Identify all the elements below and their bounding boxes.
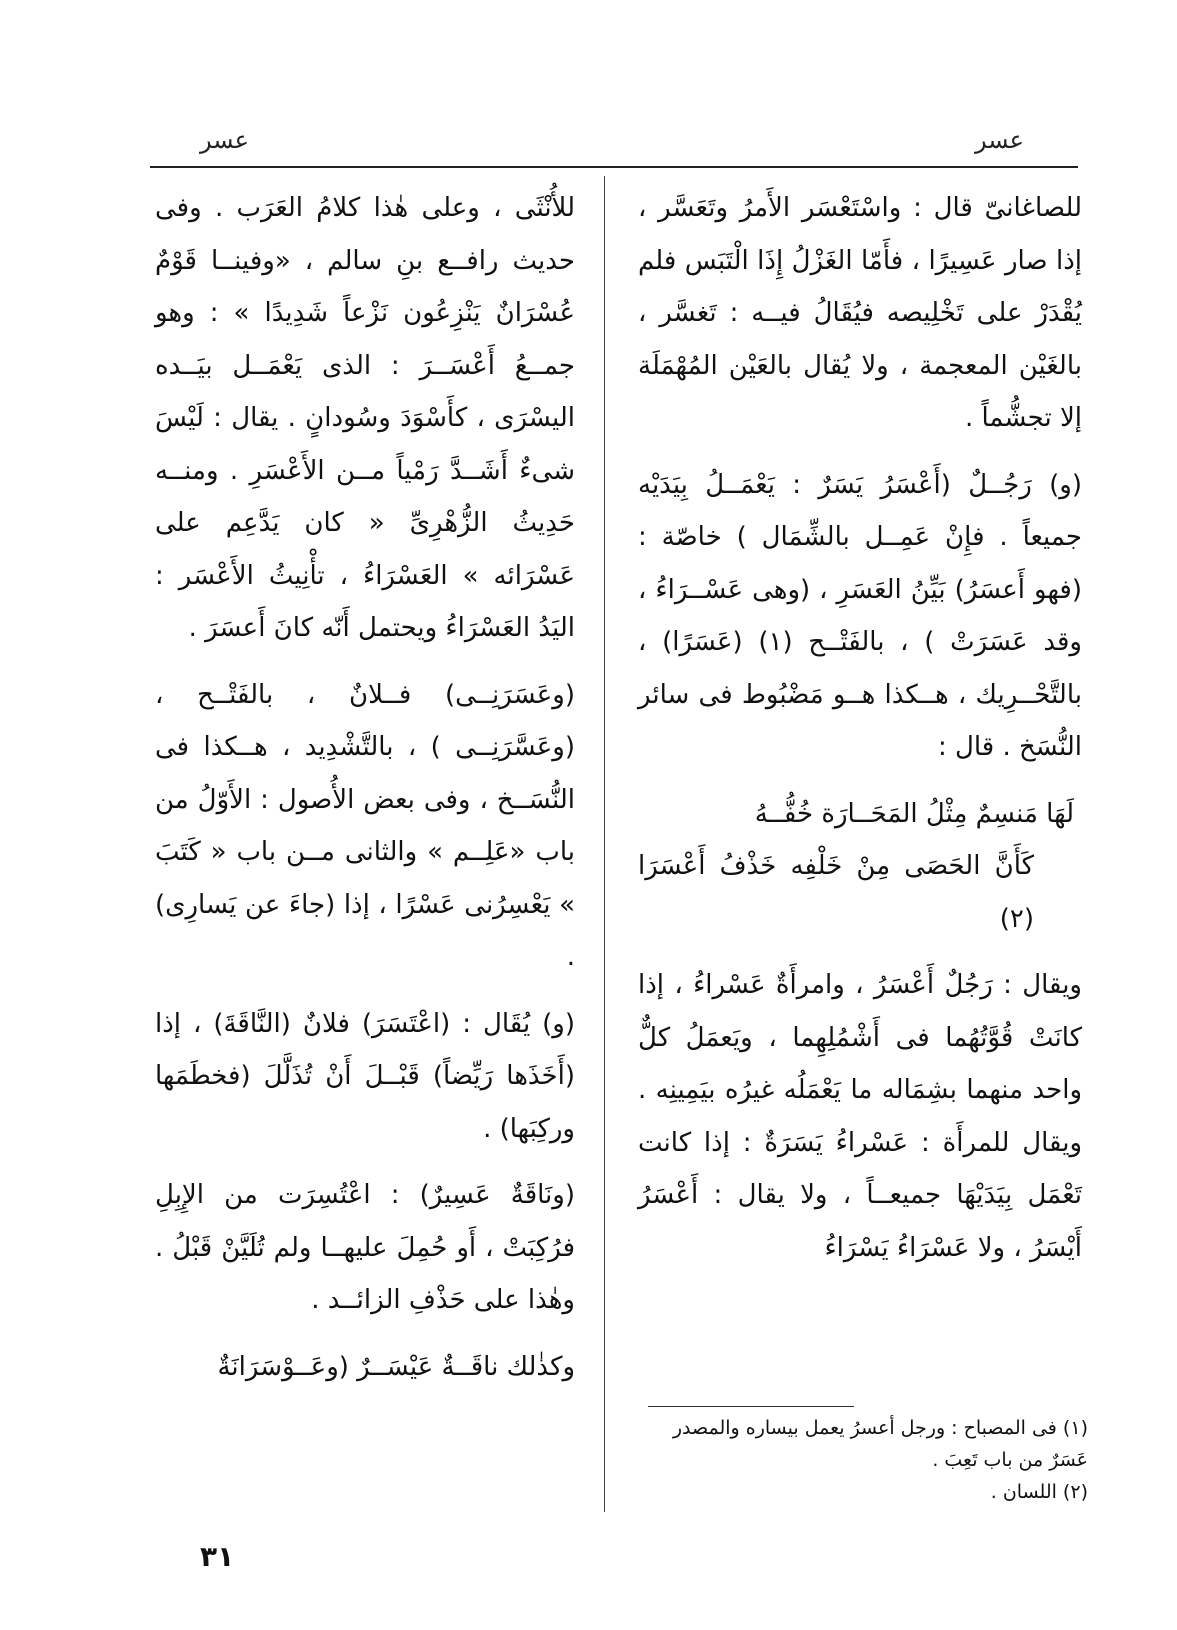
footnote-rule bbox=[648, 1406, 854, 1407]
footnote-1: (١) فى المصباح : ورجل أعسرُ يعمل بيساره والمصدر عَسَرٌ من باب تَعِبَ . bbox=[672, 1417, 1088, 1471]
running-head-left: عسر bbox=[200, 126, 249, 154]
left-column bbox=[155, 182, 575, 1407]
verse bbox=[638, 788, 1082, 946]
right-paragraph-1: للصاغانىّ قال : واسْتَعْسَر الأَمرُ وتَعَسَّر ، إذا صار عَسِيرًا ، فأَمّا الغَزْلُ إِذَا الْتَبَس فلم يُقْدَرْ على تَخْلِيصه فيُقَالُ فيــه : تَغسَّر ، بالغَيْن المعجمة ، ولا يُقال بالعَيْن المُهْمَلَة إلا تجشُّماً . bbox=[638, 193, 1082, 433]
verse-line-1: لَهَا مَنسِمٌ مِثْلُ المَحَــارَة خُفُّــهُ bbox=[754, 798, 1074, 829]
footnote-2: (٢) اللسان . bbox=[990, 1481, 1088, 1503]
page-number: ٣١ bbox=[200, 1540, 235, 1573]
left-paragraph-4: (ونَاقَةٌ عَسِيرٌ) : اعْتُسِرَت من الإِبِلِ فرُكِبَتْ ، أَو حُمِلَ عليهــا ولم تُلَيَّنْ قَبْلُ . وهٰذا على حَذْفِ الزائــد . bbox=[155, 1180, 575, 1315]
left-paragraph-5: وكذٰلك ناقَــةٌ عَيْسَــرٌ (وعَــوْسَرَانَةٌ bbox=[217, 1351, 575, 1382]
header-rule bbox=[150, 166, 1078, 168]
footnotes bbox=[648, 1412, 1088, 1508]
running-head-right: عسر bbox=[975, 126, 1024, 154]
verse-line-2: كَأَنَّ الحَصَى مِنْ خَلْفِه خَذْفُ أَعْسَرَا (٢) bbox=[638, 851, 1034, 934]
left-paragraph-3: (و) يُقَال : (اعْتَسَرَ) فلانٌ (النَّاقَةَ) ، إذا (أَخَذَها رَيِّضاً) قَبْــلَ أَنْ تُذَلَّلَ (فخطَمَها وركِبَها) . bbox=[155, 1008, 575, 1144]
right-paragraph-2: (و) رَجُــلٌ (أَعْسَرُ يَسَرٌ : يَعْمَــلُ بِيَدَيْه جميعاً . فإِنْ عَمِــل بالشِّمَال ) خاصّة : (فهو أَعسَرُ) بَيِّنُ العَسَرِ ، (وهى عَسْــرَاءُ ، وقد عَسَرَتْ ) ، بالفَتْــح (١) (عَسَرًا) ، بالتَّحْــرِيك ، هــكذا هــو مَضْبُوط فى سائر النُّسَخ . قال : bbox=[638, 469, 1082, 762]
right-paragraph-3: ويقال : رَجُلٌ أَعْسَرُ ، وامرأَةٌ عَسْراءُ ، إذا كانَتْ قُوَّتُهُما فى أَشْمُلِهِما ، ويَعمَلُ كلٌّ واحد منهما بشِمَاله ما يَعْمَلُه غيرُه بيَمِينِه . ويقال للمرأَة : عَسْراءُ يَسَرَةٌ : إذا كانت تَعْمَل بِيَدَيْهَا جميعــاً ، ولا يقال : أَعْسَرُ أَيْسَرُ ، ولا عَسْرَاءُ يَسْرَاءُ bbox=[638, 970, 1082, 1263]
left-paragraph-2: (وعَسَرَنِــى) فــلانٌ ، بالفَتْــح ، (وعَسَّرَنِــى ) ، بالتَّشْدِيد ، هــكذا فى النُّسَــخ ، وفى بعض الأُصول : الأَوّلُ من باب «عَلِــم » والثانى مــن باب « كَتَبَ » يَعْسِرُنى عَسْرًا ، إذا (جاءَ عن يَسارِى) . bbox=[155, 679, 575, 972]
right-column bbox=[638, 182, 1082, 1288]
left-paragraph-1: للأُنْثَى ، وعلى هٰذا كلامُ العَرَب . وفى حديث رافــع بنِ سالم ، «وفينــا قَوْمٌ عُسْرَانٌ يَنْزِعُون نَزْعاً شَدِيدًا » : وهو جمــعُ أَعْسَــرَ : الذى يَعْمَــل بيَــده اليسْرَى ، كأَسْوَدَ وسُودانٍ . يقال : لَيْسَ شىءٌ أَشَــدَّ رَمْياً مــن الأَعْسَرِ . ومنــه حَدِيثُ الزُّهْرِىِّ « كان يَدَّعِم على عَسْرَائه » العَسْرَاءُ ، تأْنِيثُ الأَعْسَر : اليَدُ العَسْرَاءُ ويحتمل أَنّه كانَ أَعسَرَ . bbox=[155, 193, 575, 643]
column-divider bbox=[604, 176, 605, 1512]
